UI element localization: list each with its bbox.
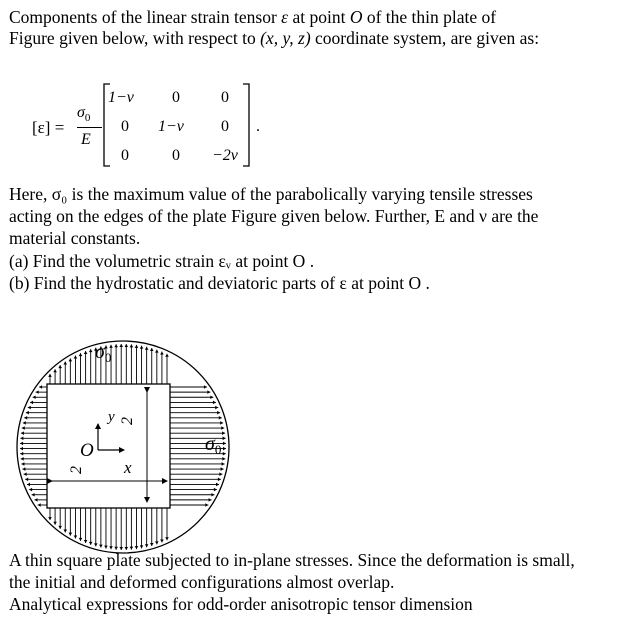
arrow-head	[119, 344, 123, 347]
arrow-head	[221, 467, 224, 471]
arrow-head	[48, 517, 52, 520]
point-o: O	[349, 7, 363, 27]
arrow-head	[135, 345, 139, 348]
arrow-head	[21, 457, 24, 461]
fraction-denominator: E	[81, 131, 91, 148]
arrow-head	[36, 390, 39, 394]
square-plate	[47, 384, 170, 508]
description-line-1: Here, σ₀ is the maximum value of the parabolically varying tensile stresses	[9, 184, 533, 204]
question-a: (a) Find the volumetric strain εᵥ at point O .	[9, 251, 315, 271]
intro-text: of the thin plate of	[362, 7, 497, 27]
equation-lhs: [ε] =	[32, 118, 65, 137]
caption-line-2: the initial and deformed configurations almost overlap.	[9, 572, 395, 592]
arrow-head	[219, 416, 222, 420]
arrow-head	[58, 526, 62, 529]
matrix-cell: 1−ν	[108, 89, 134, 106]
arrow-head	[210, 395, 213, 399]
arrow-head	[58, 365, 62, 368]
arrow-head	[109, 546, 113, 549]
arrow-head	[205, 503, 208, 507]
origin-label: O	[80, 440, 94, 461]
arrow-head	[28, 406, 31, 410]
arrow-head	[99, 545, 103, 548]
arrow-head	[222, 462, 225, 466]
x-axis-label: x	[124, 458, 132, 477]
arrow-head	[20, 442, 23, 446]
arrow-head	[213, 401, 216, 405]
arrow-head	[84, 540, 88, 543]
subscript: 0	[84, 112, 91, 125]
matrix-cell: 0	[172, 89, 180, 106]
arrow-head	[221, 426, 224, 430]
arrow-head	[222, 457, 225, 461]
deformed-outline-circle	[17, 341, 229, 553]
arrow-head	[220, 421, 223, 425]
arrow-head	[165, 354, 169, 357]
arrow-head	[23, 421, 26, 425]
question-b: (b) Find the hydrostatic and deviatoric parts of ε at point O .	[9, 273, 430, 293]
matrix-cell: 0	[221, 89, 229, 106]
arrow-head	[26, 411, 29, 415]
y-axis-label: y	[108, 409, 115, 425]
arrow-head	[79, 353, 83, 356]
arrow-head	[25, 478, 28, 482]
arrow-head	[74, 535, 78, 538]
arrow-head	[216, 483, 219, 487]
arrow-head	[79, 538, 83, 541]
matrix-cell: 0	[121, 147, 129, 164]
arrow-head	[207, 390, 210, 394]
arrow-head	[69, 358, 73, 361]
arrow-head	[125, 344, 129, 347]
arrow-head	[21, 431, 24, 435]
matrix-cell: 1−ν	[158, 118, 184, 135]
arrow-head	[53, 369, 57, 372]
arrow-head	[29, 488, 32, 492]
arrow-head	[33, 395, 36, 399]
arrow-head	[219, 472, 222, 476]
arrow-head	[155, 350, 159, 353]
arrow-head	[69, 533, 73, 536]
vertical-dimension-label: 2	[119, 417, 136, 425]
epsilon-symbol: ε	[281, 7, 289, 27]
arrow-head	[218, 478, 221, 482]
bottom-stress-arrows	[48, 508, 169, 550]
arrow-head	[140, 545, 144, 548]
arrow-head	[211, 493, 214, 497]
arrow-head	[214, 488, 217, 492]
coordinate-system: (x, y, z)	[260, 28, 311, 48]
arrow-head	[223, 452, 226, 456]
intro-text: coordinate system, are given as:	[310, 28, 540, 48]
horizontal-dimension-label: 2	[68, 466, 85, 474]
matrix-cell: 0	[221, 118, 229, 135]
arrow-head	[63, 362, 67, 365]
arrow-head	[89, 349, 93, 352]
arrow-head	[89, 542, 93, 545]
arrow-head	[20, 437, 23, 441]
arrow-head	[48, 374, 52, 377]
arrow-head	[109, 345, 113, 348]
arrow-head	[217, 411, 220, 415]
arrow-head	[32, 493, 35, 497]
arrow-head	[39, 385, 42, 389]
arrow-head	[145, 544, 149, 547]
arrow-head	[155, 541, 159, 544]
arrow-head	[215, 406, 218, 410]
arrow-head	[27, 483, 30, 487]
arrow-head	[114, 344, 118, 347]
arrow-head	[150, 348, 154, 351]
intro-text: at point	[288, 7, 350, 27]
arrow-head	[130, 344, 134, 347]
intro-text: Figure given below, with respect to	[9, 28, 261, 48]
arrow-head	[104, 546, 108, 549]
arrow-head	[21, 462, 24, 466]
arrow-head	[223, 447, 226, 451]
sigma-symbol: σ	[77, 104, 85, 121]
arrow-head	[135, 546, 139, 549]
arrow-head	[20, 447, 23, 451]
sigma-top-label: $\sigma_0$	[95, 341, 112, 365]
arrow-head	[150, 543, 154, 546]
equation-period: .	[256, 118, 260, 135]
arrow-head	[20, 452, 23, 456]
arrow-head	[223, 437, 226, 441]
arrow-head	[24, 472, 27, 476]
arrow-head	[160, 352, 164, 355]
arrow-head	[22, 467, 25, 471]
left-stress-arrows	[20, 385, 47, 507]
caption-line-1: A thin square plate subjected to in-plane stresses. Since the deformation is small,	[9, 550, 575, 570]
arrow-head	[160, 539, 164, 542]
arrow-head	[140, 346, 144, 349]
arrow-head	[22, 426, 25, 430]
arrow-head	[223, 442, 226, 446]
arrow-head	[74, 356, 78, 359]
arrow-head	[84, 351, 88, 354]
arrow-head	[24, 416, 27, 420]
sigma-right-label: $\sigma_0$	[205, 433, 222, 457]
arrow-head	[222, 431, 225, 435]
arrow-head	[204, 385, 207, 389]
caption-line-3: Analytical expressions for odd-order anisotropic tensor dimension	[9, 594, 473, 614]
intro-text: Components of the linear strain tensor	[9, 7, 282, 27]
arrow-head	[53, 522, 57, 525]
arrow-head	[30, 401, 33, 405]
arrow-head	[94, 543, 98, 546]
arrow-head	[209, 498, 212, 502]
matrix-cell: 0	[172, 147, 180, 164]
matrix-cell: 0	[121, 118, 129, 135]
arrow-head	[63, 529, 67, 532]
arrow-head	[145, 347, 149, 350]
matrix-cell: −2ν	[212, 147, 238, 164]
description-line-2: acting on the edges of the plate Figure given below. Further, E and ν are the	[9, 206, 539, 226]
arrow-head	[165, 537, 169, 540]
arrow-head	[38, 503, 41, 507]
arrow-head	[34, 498, 37, 502]
description-line-3: material constants.	[9, 228, 141, 248]
